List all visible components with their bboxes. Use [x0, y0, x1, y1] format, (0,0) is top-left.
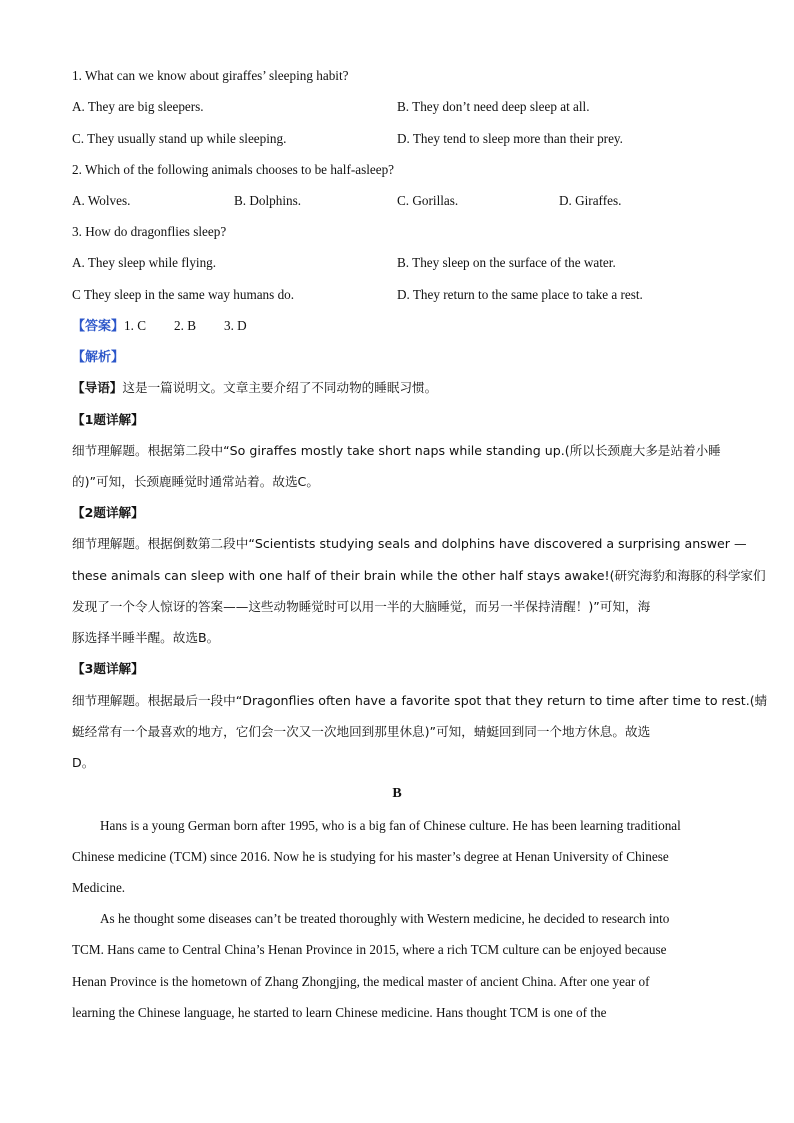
q3-option-b: B. They sleep on the surface of the water.: [397, 255, 616, 270]
detail-3-line-3: D。: [72, 755, 95, 770]
section-b-heading: B: [392, 786, 402, 801]
answer-row: [72, 317, 247, 336]
detail-2-label: 【2题详解】: [72, 505, 144, 520]
passage-line-2: Chinese medicine (TCM) since 2016. Now he is studying for his master’s degree at Henan University of Chinese: [72, 849, 669, 864]
passage-line-4: As he thought some diseases can’t be treated thoroughly with Western medicine, he decided to research into: [100, 911, 670, 926]
detail-2-line-2: these animals can sleep with one half of their brain while the other half stays awake!(研究海豹和海豚的科学家们: [72, 568, 766, 583]
answer-item-3: 3. D: [223, 318, 247, 333]
q3-option-d: D. They return to the same place to take a rest.: [397, 287, 643, 302]
detail-2-line-3: 发现了一个令人惊讶的答案——这些动物睡觉时可以用一半的大脑睡觉，而另一半保持清醒！)”可知，海: [72, 599, 651, 614]
q3-option-a: A. They sleep while flying.: [72, 255, 217, 270]
passage-line-6: Henan Province is the hometown of Zhang Zhongjing, the medical master of ancient China. After one year of: [72, 974, 650, 989]
q2-option-d: D. Giraffes.: [559, 193, 622, 208]
question-2-stem: 2. Which of the following animals chooses to be half-asleep?: [72, 162, 395, 177]
q1-option-c: C. They usually stand up while sleeping.: [72, 131, 287, 146]
analysis-heading: [72, 348, 124, 367]
guide-label: 【导语】: [72, 380, 123, 395]
detail-1-line-1: 细节理解题。根据第二段中“So giraffes mostly take short naps while standing up.(所以长颈鹿大多是站着小睡: [72, 443, 721, 458]
guide-text: 这是一篇说明文。文章主要介绍了不同动物的睡眠习惯。: [122, 380, 438, 395]
q1-option-a: A. They are big sleepers.: [72, 99, 204, 114]
detail-3-line-1: 细节理解题。根据最后一段中“Dragonflies often have a favorite spot that they return to time after time to rest.(蜻: [72, 693, 768, 708]
q1-option-b: B. They don’t need deep sleep at all.: [397, 99, 590, 114]
guide-row: [72, 379, 437, 397]
passage-line-7: learning the Chinese language, he started to learn Chinese medicine. Hans thought TCM is one of the: [72, 1005, 607, 1020]
passage-line-3: Medicine.: [72, 880, 126, 895]
passage-line-5: TCM. Hans came to Central China’s Henan Province in 2015, where a rich TCM culture can be enjoyed because: [72, 942, 667, 957]
answer-item-2: 2. B: [174, 318, 196, 333]
detail-1-line-2: 的)”可知，长颈鹿睡觉时通常站着。故选C。: [72, 474, 319, 489]
q2-option-a: A. Wolves.: [72, 193, 131, 208]
answer-item-1: 1. C: [124, 318, 146, 333]
detail-2-line-4: 豚选择半睡半醒。故选B。: [72, 630, 220, 645]
q1-option-d: D. They tend to sleep more than their prey.: [397, 131, 623, 146]
detail-3-label: 【3题详解】: [72, 661, 144, 676]
answer-label: 【答案】: [72, 319, 125, 334]
detail-1-label: 【1题详解】: [72, 412, 144, 427]
passage-line-1: Hans is a young German born after 1995, who is a big fan of Chinese culture. He has been learning traditional: [100, 818, 681, 833]
analysis-label: 【解析】: [72, 350, 125, 365]
detail-3-line-2: 蜓经常有一个最喜欢的地方，它们会一次又一次地回到那里休息)”可知，蜻蜓回到同一个地方休息。故选: [72, 724, 651, 739]
q3-option-c: C They sleep in the same way humans do.: [72, 287, 295, 302]
question-3-stem: 3. How do dragonflies sleep?: [72, 224, 227, 239]
detail-2-line-1: 细节理解题。根据倒数第二段中“Scientists studying seals and dolphins have discovered a surprising answer —: [72, 536, 747, 551]
q2-option-c: C. Gorillas.: [397, 193, 459, 208]
question-1-stem: 1. What can we know about giraffes’ sleeping habit?: [72, 68, 349, 83]
q2-option-b: B. Dolphins.: [234, 193, 302, 208]
